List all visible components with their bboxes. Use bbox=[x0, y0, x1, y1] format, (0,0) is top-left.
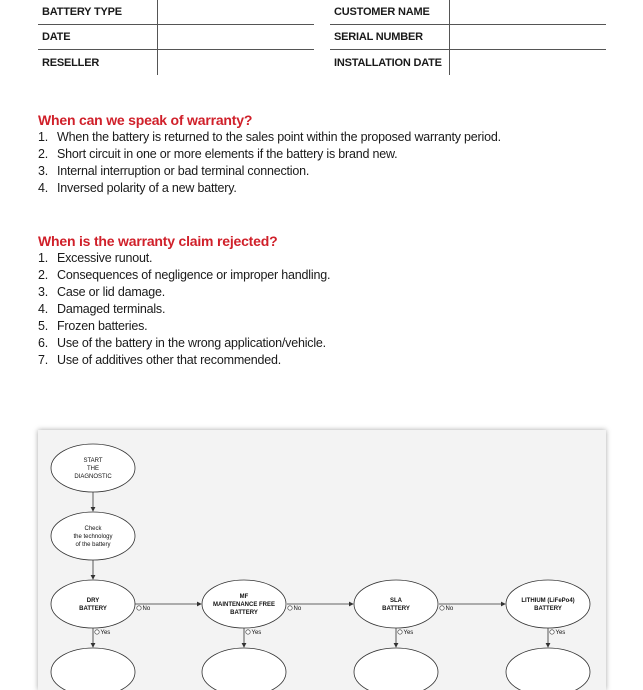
option-no-label: No bbox=[293, 606, 302, 612]
mf-node-line-3: BATTERY bbox=[230, 610, 258, 616]
info-row-serial-number bbox=[330, 25, 606, 50]
list-text: Frozen batteries. bbox=[57, 319, 148, 333]
mf-node-line-2: MAINTENANCE FREE bbox=[212, 602, 276, 608]
list-item bbox=[38, 146, 501, 163]
start-node-line-3: DIAGNOSTIC bbox=[74, 474, 112, 480]
customer-info-table bbox=[330, 0, 606, 75]
list-text: Use of additives other that recommended. bbox=[57, 353, 282, 367]
next-node-mf bbox=[202, 648, 286, 690]
list-text: Damaged terminals. bbox=[57, 302, 166, 316]
next-node-dry bbox=[51, 648, 135, 690]
list-text: Internal interruption or bad terminal connection. bbox=[57, 164, 310, 178]
reseller-field[interactable] bbox=[158, 50, 314, 75]
dry-battery-node bbox=[51, 580, 135, 628]
warranty-heading: When can we speak of warranty? bbox=[38, 112, 253, 128]
list-text: Case or lid damage. bbox=[57, 285, 166, 299]
option-yes-mf[interactable] bbox=[246, 630, 261, 636]
sla-node-line-2: BATTERY bbox=[382, 606, 410, 612]
list-number: 1. bbox=[38, 130, 49, 144]
sla-battery-node bbox=[354, 580, 438, 628]
list-number: 5. bbox=[38, 319, 49, 333]
warranty-section bbox=[38, 111, 501, 197]
list-text: Inversed polarity of a new battery. bbox=[57, 181, 237, 195]
info-row-customer-name bbox=[330, 0, 606, 25]
list-text: Consequences of negligence or improper handling. bbox=[57, 268, 331, 282]
battery-info-table bbox=[38, 0, 314, 75]
check-node-line-1: Check bbox=[84, 526, 102, 532]
option-yes-label: Yes bbox=[251, 630, 262, 636]
info-label: RESELLER bbox=[38, 50, 158, 75]
option-no-label: No bbox=[445, 606, 454, 612]
info-row-battery-type bbox=[38, 0, 314, 25]
list-item bbox=[38, 301, 330, 318]
info-label: CUSTOMER NAME bbox=[330, 0, 450, 24]
next-node-sla bbox=[354, 648, 438, 690]
check-technology-node bbox=[51, 512, 135, 560]
rejected-section bbox=[38, 232, 330, 369]
next-node-lithium bbox=[506, 648, 590, 690]
list-item bbox=[38, 129, 501, 146]
serial-number-field[interactable] bbox=[450, 25, 606, 49]
dry-node-line-1: DRY bbox=[86, 598, 100, 604]
list-text: Excessive runout. bbox=[57, 251, 153, 265]
battery-type-field[interactable] bbox=[158, 0, 314, 24]
dry-node-line-2: BATTERY bbox=[79, 606, 107, 612]
list-number: 4. bbox=[38, 302, 49, 316]
info-row-date bbox=[38, 25, 314, 50]
option-no-label: No bbox=[142, 606, 151, 612]
list-item bbox=[38, 284, 330, 301]
lithium-battery-node bbox=[506, 580, 590, 628]
info-row-installation-date bbox=[330, 50, 606, 75]
check-node-line-2: the technology bbox=[73, 534, 113, 540]
rejected-list bbox=[38, 250, 330, 369]
list-number: 2. bbox=[38, 268, 49, 282]
list-item bbox=[38, 163, 501, 180]
option-no-dry[interactable] bbox=[137, 606, 151, 612]
list-item bbox=[38, 318, 330, 335]
info-label: INSTALLATION DATE bbox=[330, 50, 450, 75]
list-number: 1. bbox=[38, 251, 49, 265]
installation-date-field[interactable] bbox=[450, 50, 606, 75]
list-text: Short circuit in one or more elements if the battery is brand new. bbox=[57, 147, 398, 161]
list-number: 2. bbox=[38, 147, 49, 161]
list-item bbox=[38, 267, 330, 284]
list-item bbox=[38, 335, 330, 352]
info-row-reseller bbox=[38, 50, 314, 75]
option-yes-lithium[interactable] bbox=[550, 630, 565, 636]
sla-node-line-1: SLA bbox=[390, 598, 402, 604]
lithium-node-line-2: BATTERY bbox=[534, 606, 562, 612]
option-yes-label: Yes bbox=[555, 630, 566, 636]
list-item bbox=[38, 180, 501, 197]
list-number: 4. bbox=[38, 181, 49, 195]
start-node bbox=[51, 444, 135, 492]
lithium-node-line-1: LITHIUM (LiFePo4) bbox=[521, 598, 575, 604]
info-label: DATE bbox=[38, 25, 158, 49]
info-label: SERIAL NUMBER bbox=[330, 25, 450, 49]
list-item bbox=[38, 352, 330, 369]
check-node-line-3: of the battery bbox=[75, 542, 111, 548]
list-text: Use of the battery in the wrong application/vehicle. bbox=[57, 336, 326, 350]
list-number: 3. bbox=[38, 285, 49, 299]
option-no-sla[interactable] bbox=[440, 606, 454, 612]
date-field[interactable] bbox=[158, 25, 314, 49]
list-item bbox=[38, 250, 330, 267]
option-yes-label: Yes bbox=[403, 630, 414, 636]
start-node-line-2: THE bbox=[87, 466, 99, 472]
customer-name-field[interactable] bbox=[450, 0, 606, 24]
list-number: 6. bbox=[38, 336, 49, 350]
option-yes-dry[interactable] bbox=[95, 630, 110, 636]
warranty-list bbox=[38, 129, 501, 197]
list-number: 3. bbox=[38, 164, 49, 178]
rejected-heading: When is the warranty claim rejected? bbox=[38, 233, 278, 249]
start-node-line-1: START bbox=[83, 458, 103, 464]
list-number: 7. bbox=[38, 353, 49, 367]
option-yes-sla[interactable] bbox=[398, 630, 413, 636]
mf-battery-node bbox=[202, 580, 286, 628]
option-no-mf[interactable] bbox=[288, 606, 302, 612]
mf-node-line-1: MF bbox=[239, 594, 249, 600]
list-text: When the battery is returned to the sales point within the proposed warranty period. bbox=[57, 130, 501, 144]
option-yes-label: Yes bbox=[100, 630, 111, 636]
info-label: BATTERY TYPE bbox=[38, 0, 158, 24]
diagnostic-flowchart bbox=[38, 430, 606, 690]
